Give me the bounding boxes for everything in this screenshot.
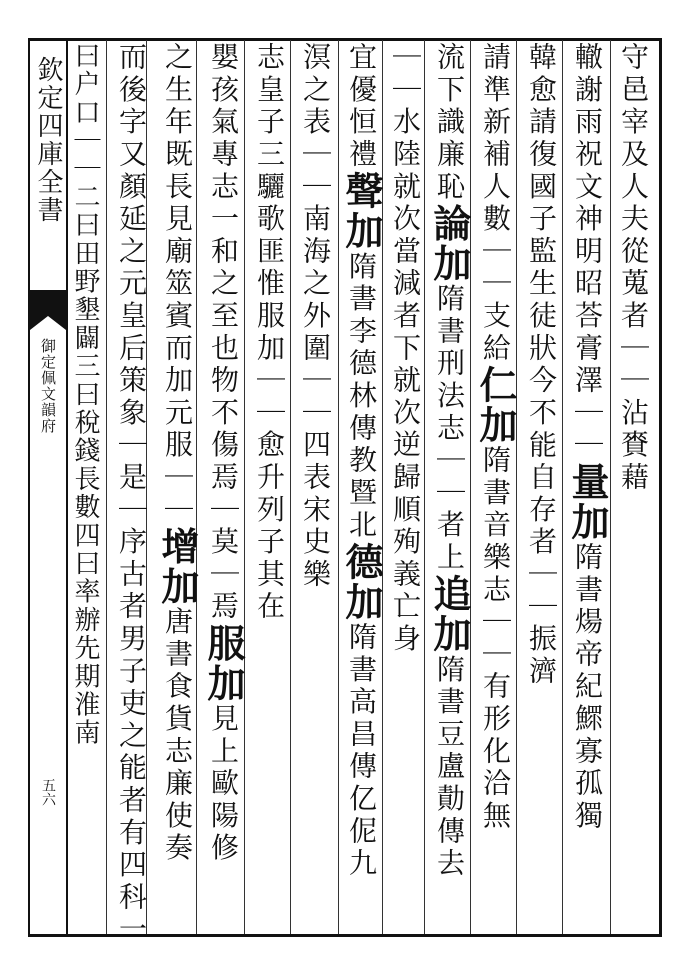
column-rule <box>106 40 107 934</box>
column-rule <box>562 40 563 934</box>
entry-head-de: 德 <box>339 541 384 582</box>
column-rule <box>196 40 197 934</box>
text-column-2: 轍謝雨祝文神明昭荅膏澤｜｜量加隋書煬帝紀鰥寡孤獨 <box>565 42 610 833</box>
page-number: 五六 <box>40 778 56 806</box>
entry-head-fu: 服 <box>201 623 246 664</box>
book-title: 欽定四庫全書 <box>33 56 63 224</box>
text-column-7: 宜優恒禮聲加隋書李德林傳教暨北德加隋書高昌傳亿伲九 <box>339 42 384 881</box>
entry-head-zhui: 追 <box>427 574 472 615</box>
text-column-8: 溟之表｜｜南海之外圍｜｜四表宋史樂 <box>299 42 332 592</box>
column-rule <box>516 40 517 934</box>
column-rule <box>470 40 471 934</box>
entry-head-ren: 仁 <box>473 365 518 405</box>
text-column-13: 曰户口｜｜二曰田野墾闢三曰稅錢長數四曰率辦先期淮南 <box>70 42 100 747</box>
fishtail-mark-icon <box>30 290 66 330</box>
text-column-9: 志皇子三驪歌匪惟服加｜｜愈升列子其在 <box>253 42 286 624</box>
entry-head-sheng: 聲 <box>339 171 384 212</box>
book-subtitle: 御定佩文韻府 <box>39 338 57 434</box>
entry-head-zeng: 增 <box>155 526 200 567</box>
entry-head-liang: 量 <box>565 461 610 502</box>
text-column-11: 之生年既長見廟筮賓而加元服｜｜增加唐書食貨志廉使奏 <box>155 42 200 865</box>
column-rule <box>290 40 291 934</box>
text-column-6: ｜｜水陸就次當減者下就次逆歸順殉義亡身 <box>389 42 422 656</box>
column-rule <box>610 40 611 934</box>
text-column-3: 韓愈請復國子監生徒狀今不能自存者｜｜振濟 <box>525 42 558 689</box>
text-column-10: 嬰孩氣專志一和之至也物不傷焉｜莫｜焉服加見上歐陽修 <box>201 42 246 865</box>
text-column-4: 請準新補人數｜｜支給仁加隋書音樂志｜｜有形化洽無 <box>473 42 518 833</box>
text-column-12: 而後字又顏延之元皇后策象｜是｜序古者男子吏之能者有四科一 <box>115 42 148 947</box>
frame-right-border <box>659 38 662 937</box>
column-rule <box>424 40 425 934</box>
entry-head-lun: 論 <box>427 203 472 244</box>
column-rule <box>244 40 245 934</box>
text-column-1: 守邑宰及人夫從蒐者｜｜沾賚藉 <box>617 42 650 495</box>
margin-strip <box>30 40 66 934</box>
frame-top-border <box>30 38 662 41</box>
text-column-5: 流下識廉恥論加隋書刑法志｜｜者上追加隋書豆盧勣傳去 <box>427 42 472 881</box>
